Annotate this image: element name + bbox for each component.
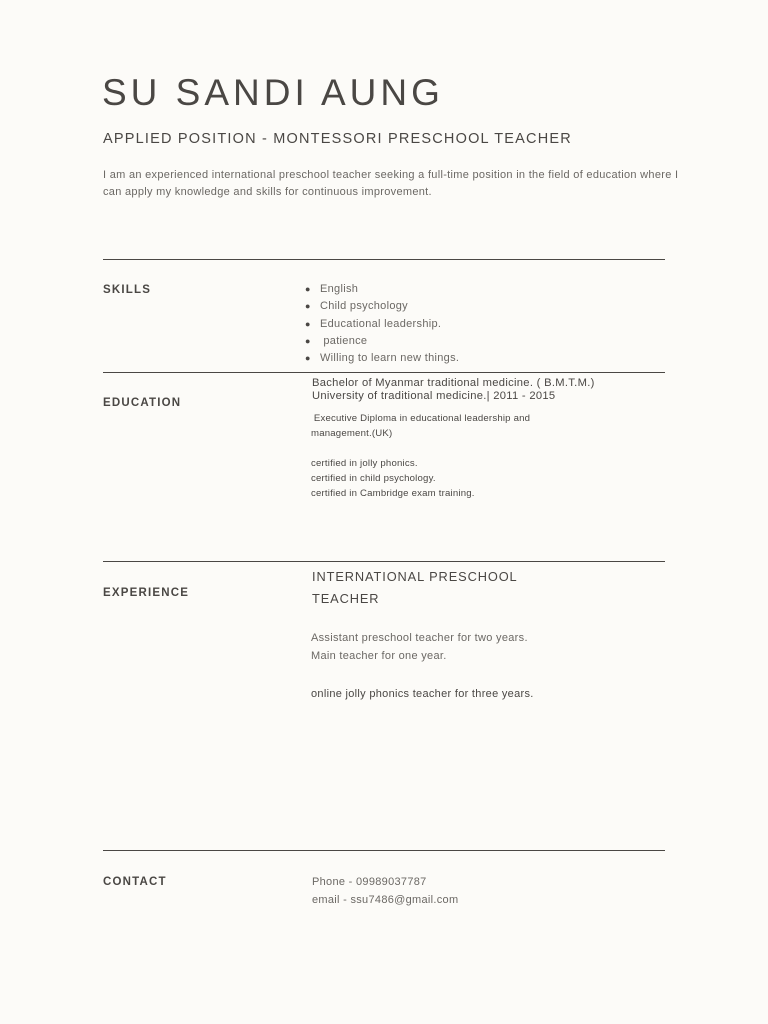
list-item: [305, 281, 459, 298]
skill-text: Child psychology: [320, 300, 408, 313]
skills-list: [305, 281, 459, 367]
contact-email: email - ssu7486@gmail.com: [312, 894, 459, 906]
contact-heading: CONTACT: [103, 876, 167, 888]
skill-text: patience: [320, 334, 368, 347]
experience-line: Main teacher for one year.: [311, 650, 447, 662]
skills-heading: SKILLS: [103, 284, 152, 296]
list-item: [305, 350, 459, 367]
skill-text: Educational leadership.: [320, 317, 442, 330]
bullet-icon: ●: [305, 301, 311, 312]
list-item: [305, 298, 459, 315]
experience-line: Assistant preschool teacher for two years.: [311, 632, 528, 644]
education-cert: certified in Cambridge exam training.: [311, 488, 475, 499]
summary-text: I am an experienced international preschool teacher seeking a full-time position in the field of education where I can apply my knowledge and skills for continuous improvement.: [103, 169, 679, 198]
experience-heading: EXPERIENCE: [103, 587, 190, 599]
education-cert: certified in child psychology.: [311, 473, 436, 484]
divider: [103, 372, 665, 373]
education-diploma: Executive Diploma in educational leadership and: [311, 413, 531, 424]
experience-online: online jolly phonics teacher for three years.: [311, 688, 534, 700]
bullet-icon: ●: [305, 335, 311, 346]
education-heading: EDUCATION: [103, 397, 182, 409]
skill-text: English: [320, 283, 359, 295]
bullet-icon: ●: [305, 318, 311, 329]
education-university: University of traditional medicine.| 2011 - 2015: [312, 390, 556, 402]
list-item: [305, 333, 459, 350]
bullet-icon: ●: [305, 284, 311, 294]
resume-name: SU SANDI AUNG: [102, 72, 444, 113]
divider: [103, 850, 665, 851]
contact-phone: Phone - 09989037787: [312, 876, 427, 888]
experience-title: INTERNATIONAL PRESCHOOL TEACHER: [312, 569, 518, 606]
education-degree: Bachelor of Myanmar traditional medicine. ( B.M.T.M.): [312, 377, 595, 389]
divider: [103, 561, 665, 562]
applied-position: APPLIED POSITION - MONTESSORI PRESCHOOL TEACHER: [103, 131, 572, 147]
skill-text: Willing to learn new things.: [320, 352, 460, 365]
education-cert: certified in jolly phonics.: [311, 458, 418, 469]
bullet-icon: ●: [305, 353, 311, 364]
list-item: [305, 316, 459, 333]
divider: [103, 259, 665, 260]
education-diploma: management.(UK): [311, 428, 393, 439]
